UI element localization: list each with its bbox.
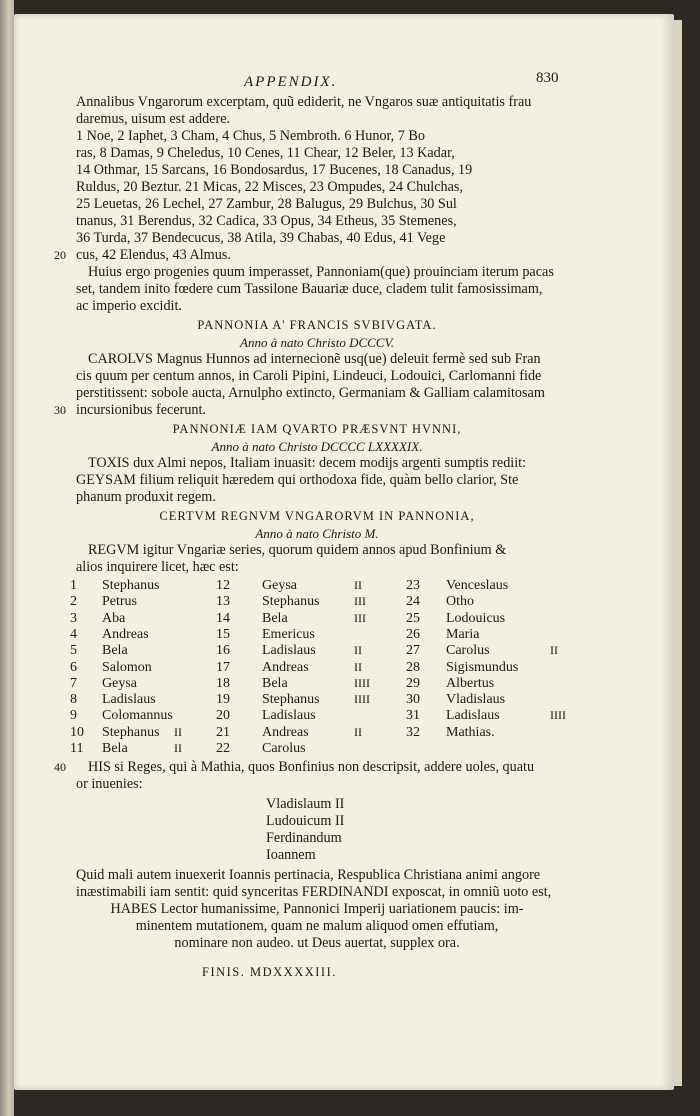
king-name: Bela: [262, 610, 288, 626]
section-paragraph: [54, 351, 558, 419]
text-line: CAROLVS Magnus Hunnos ad internecionẽ usq(ue) deleuit fermè sed sub Fran: [88, 351, 541, 367]
section-heading: PANNONIÆ IAM QVARTO PRÆSVNT HVNNI,: [172, 422, 462, 436]
king-regnal-number: II: [174, 724, 182, 739]
text-line: 14 Othmar, 15 Sarcans, 16 Bondosardus, 17 Bucenes, 18 Canadus, 19: [76, 162, 473, 178]
text-line: TOXIS dux Almi nepos, Italiam inuasit: decem modijs argenti sumptis rediit:: [88, 455, 527, 471]
king-name: Stephanus: [102, 724, 160, 740]
section-date: Anno à nato Christo DCCCV.: [240, 335, 394, 350]
finis-colophon: FINIS. MDXXXXIII.: [202, 965, 337, 979]
king-name: Otho: [446, 594, 474, 610]
king-number: 11: [70, 741, 84, 756]
huius-paragraph: [76, 264, 558, 315]
margin-line-number: 40: [54, 760, 66, 774]
text-line: nominare non audeo. ut Deus auertat, supplex ora.: [174, 935, 460, 951]
king-name: Lodouicus: [446, 610, 506, 626]
king-name: Stephanus: [262, 594, 320, 610]
king-name: Ioannem: [266, 847, 316, 863]
text-line: 1 Noe, 2 Iaphet, 3 Cham, 4 Chus, 5 Nembroth. 6 Hunor, 7 Bo: [76, 128, 425, 144]
king-number: 18: [216, 675, 230, 691]
king-regnal-number: II: [354, 578, 362, 592]
running-title: APPENDIX.: [244, 74, 338, 90]
king-number: 8: [70, 692, 77, 708]
king-number: 4: [70, 626, 77, 642]
king-number: 20: [216, 708, 230, 724]
king-regnal-number: II: [354, 659, 362, 674]
king-number: 16: [216, 643, 230, 659]
later-kings-list: [266, 796, 558, 864]
text-line: 25 Leuetas, 26 Lechel, 27 Zambur, 28 Balugus, 29 Bulchus, 30 Sul: [76, 196, 457, 212]
king-number: 9: [70, 708, 77, 724]
text-line: cis quum per centum annos, in Caroli Pipini, Lindeuci, Lodouici, Carlomanni fide: [76, 368, 542, 384]
king-name: Venceslaus: [446, 578, 509, 593]
text-line: HABES Lector humanissime, Pannonici Imperij uariationem paucis: im-: [110, 901, 524, 917]
king-name: Bela: [262, 675, 288, 691]
king-regnal-number: III: [354, 594, 366, 609]
king-regnal-number: II: [550, 643, 558, 658]
king-number: 14: [216, 610, 230, 626]
king-name: Ladislaus: [446, 708, 500, 724]
section-date: Anno à nato Christo DCCCC LXXXXIX.: [211, 439, 423, 454]
text-line: Huius ergo progenies quum imperasset, Pannoniam(que) prouinciam iterum pacas: [88, 264, 554, 280]
text-line: alios inquirere licet, hæc est:: [76, 559, 239, 575]
book-page: [14, 14, 674, 1090]
text-line: Ruldus, 20 Beztur. 21 Micas, 22 Misces, 23 Ompudes, 24 Chulchas,: [76, 179, 463, 195]
book-spine: [0, 0, 14, 1116]
margin-line-number: 20: [54, 248, 66, 262]
king-number: 3: [70, 610, 77, 626]
king-name: Carolus: [262, 741, 306, 756]
running-header: [76, 70, 559, 94]
king-name: Mathias.: [446, 724, 495, 740]
king-regnal-number: IIII: [550, 708, 566, 723]
king-number: 26: [406, 626, 420, 642]
king-name: Ladislaus: [262, 708, 316, 724]
king-name: Ladislaus: [102, 692, 156, 708]
king-number: 13: [216, 594, 230, 610]
closing-paragraph: [76, 867, 558, 952]
king-regnal-number: IIII: [354, 675, 370, 690]
text-line: Quid mali autem inuexerit Ioannis pertinacia, Respublica Christiana animi angore: [76, 867, 541, 883]
genealogy-list: [54, 128, 558, 264]
king-number: 24: [406, 594, 420, 610]
king-name: Albertus: [446, 675, 495, 691]
text-line: inæstimabili iam sentit: quid synceritas FERDINANDI exposcat, in omniũ uoto est,: [76, 884, 552, 900]
text-line: ac imperio excidit.: [76, 298, 182, 314]
king-name: Andreas: [262, 659, 309, 675]
king-name: Aba: [102, 610, 126, 626]
page-number: 830: [536, 70, 559, 86]
king-number: 25: [406, 610, 420, 626]
section-heading: PANNONIA A' FRANCIS SVBIVGATA.: [197, 318, 437, 332]
king-number: 28: [406, 659, 420, 675]
king-regnal-number: II: [174, 741, 182, 755]
king-number: 15: [216, 626, 230, 642]
king-number: 19: [216, 692, 230, 708]
text-line: REGVM igitur Vngariæ series, quorum quidem annos apud Bonfinium &: [88, 542, 507, 558]
king-number: 27: [406, 643, 420, 659]
king-number: 6: [70, 659, 77, 675]
king-number: 23: [406, 578, 420, 593]
text-line: GEYSAM filium reliquit hæredem qui orthodoxa fide, quàm bello clarior, Ste: [76, 472, 519, 488]
king-name: Andreas: [262, 724, 309, 740]
king-number: 1: [70, 578, 77, 593]
text-line: minentem mutationem, quam ne malum aliquod omen effutiam,: [135, 918, 499, 934]
king-number: 31: [406, 708, 420, 724]
king-name: Ferdinandum: [266, 830, 342, 846]
king-name: Bela: [102, 643, 128, 659]
king-name: Maria: [446, 626, 480, 642]
his-paragraph: [54, 759, 558, 793]
king-regnal-number: II: [354, 643, 362, 658]
king-name: Vladislaus: [446, 692, 506, 708]
text-line: HIS si Reges, qui à Mathia, quos Bonfinius non descripsit, addere uoles, quatu: [88, 759, 535, 775]
king-name: Vladislaum II: [266, 796, 345, 812]
text-line: Annalibus Vngarorum excerptam, quũ ediderit, ne Vngaros suæ antiquitatis frau: [76, 94, 532, 110]
king-number: 5: [70, 643, 77, 659]
king-number: 2: [70, 594, 77, 610]
kings-table: [70, 577, 566, 759]
king-name: Geysa: [102, 675, 137, 691]
king-regnal-number: II: [354, 724, 362, 739]
section-heading: CERTVM REGNVM VNGARORVM IN PANNONIA,: [159, 509, 475, 523]
king-number: 12: [216, 578, 230, 593]
king-name: Stephanus: [102, 578, 160, 593]
text-line: daremus, uisum est addere.: [76, 111, 231, 127]
king-name: Salomon: [102, 659, 152, 675]
margin-line-number: 30: [54, 403, 66, 417]
section-date: Anno à nato Christo M.: [255, 526, 379, 541]
text-line: phanum produxit regem.: [76, 489, 216, 505]
text-line: ras, 8 Damas, 9 Cheledus, 10 Cenes, 11 Chear, 12 Beler, 13 Kadar,: [76, 145, 455, 161]
king-name: Geysa: [262, 578, 297, 593]
text-line: or inuenies:: [76, 776, 143, 792]
king-regnal-number: III: [354, 610, 366, 625]
text-line: perstitissent: sobole aucta, Arnulpho extincto, Germaniam & Galliam calamitosam: [76, 385, 545, 401]
king-number: 22: [216, 741, 230, 756]
king-name: Andreas: [102, 626, 149, 642]
king-name: Bela: [102, 741, 128, 756]
section-paragraph: [76, 455, 558, 506]
king-name: Emericus: [262, 626, 315, 642]
king-name: Ladislaus: [262, 643, 316, 659]
king-name: Petrus: [102, 594, 137, 610]
text-line: cus, 42 Elendus, 43 Almus.: [76, 247, 231, 263]
page-text: [54, 70, 566, 981]
king-number: 7: [70, 675, 77, 691]
section-paragraph: [76, 542, 558, 576]
king-name: Stephanus: [262, 692, 320, 708]
king-regnal-number: IIII: [354, 692, 370, 707]
text-line: tnanus, 31 Berendus, 32 Cadica, 33 Opus, 34 Etheus, 35 Stemenes,: [76, 213, 457, 229]
king-number: 21: [216, 724, 230, 740]
king-number: 32: [406, 724, 420, 740]
king-number: 30: [406, 692, 420, 708]
intro-paragraph: [76, 94, 558, 128]
king-name: Ludouicum II: [266, 813, 345, 829]
king-number: 10: [70, 724, 84, 740]
king-name: Sigismundus: [446, 659, 519, 675]
text-line: incursionibus fecerunt.: [76, 402, 207, 418]
text-line: set, tandem inito fœdere cum Tassilone Bauariæ duce, cladem tulit famosissimam,: [76, 281, 543, 297]
king-number: 17: [216, 659, 230, 675]
king-number: 29: [406, 675, 420, 691]
king-name: Carolus: [446, 643, 490, 659]
king-name: Colomannus: [102, 708, 173, 724]
text-line: 36 Turda, 37 Bendecucus, 38 Atila, 39 Chabas, 40 Edus, 41 Vege: [76, 230, 446, 246]
